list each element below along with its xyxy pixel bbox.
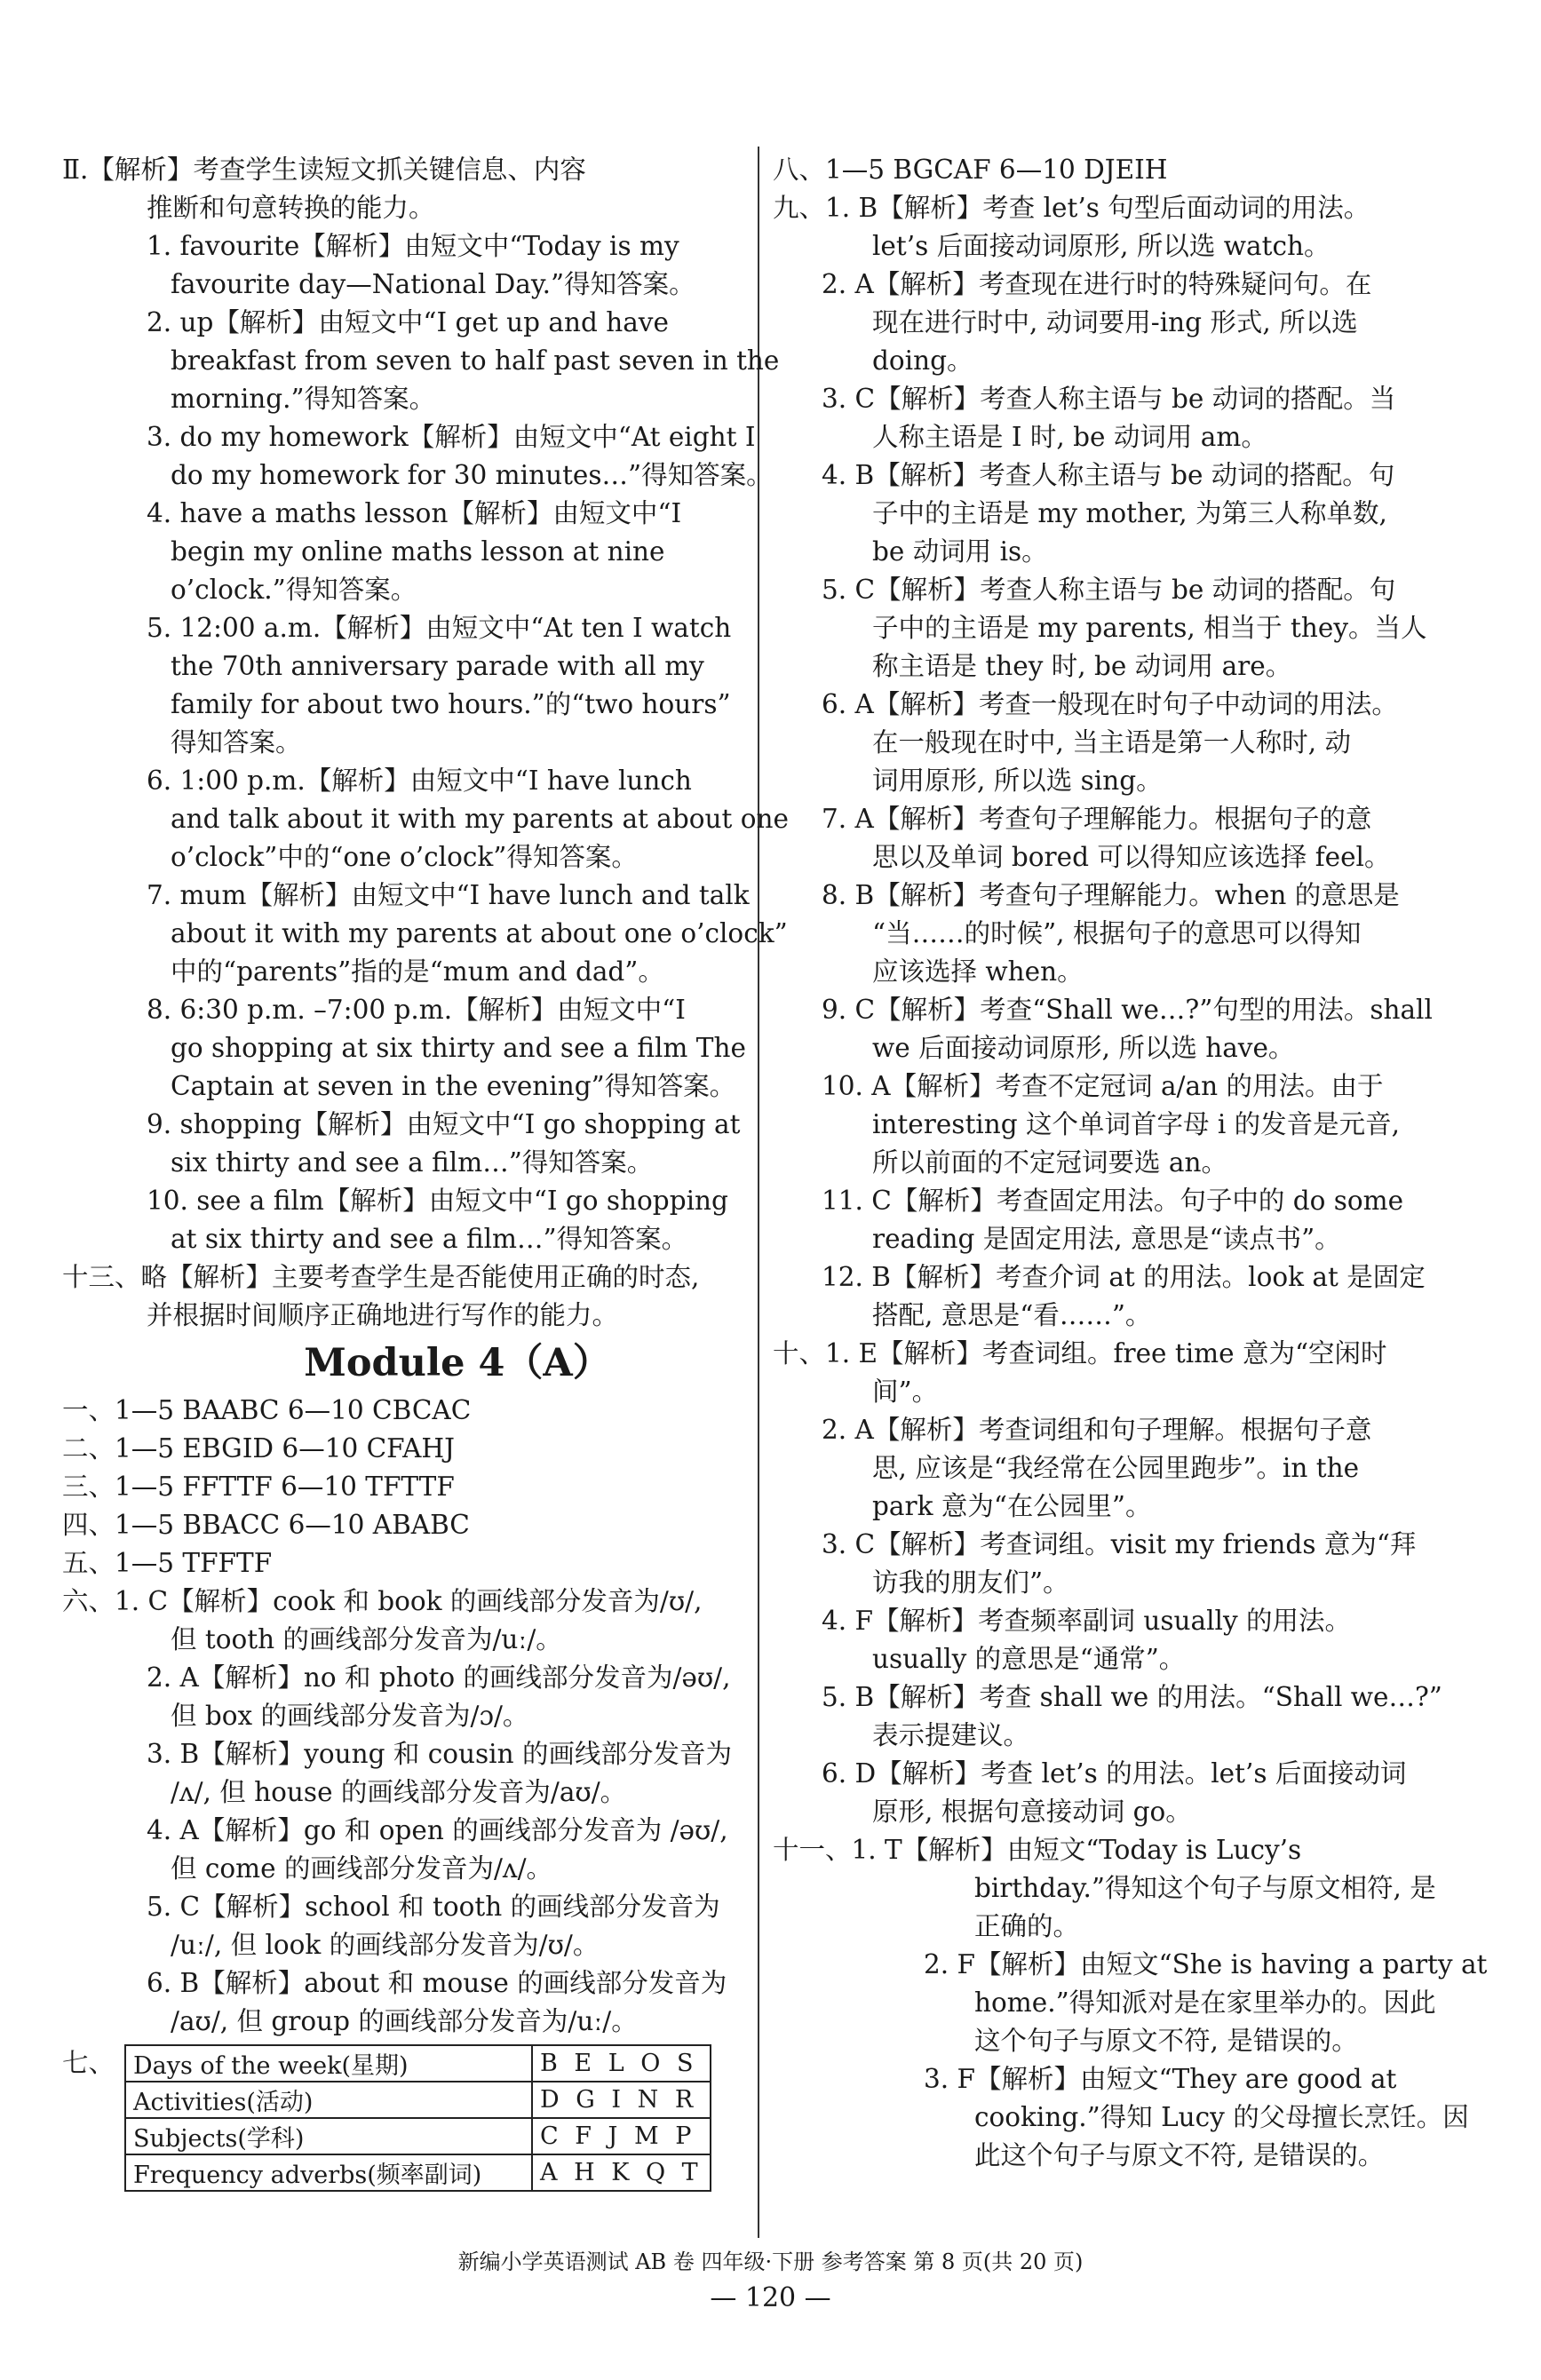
table-cell: Activities(活动) [125,2082,532,2118]
answer-line: 应该选择 when。 [872,956,1084,987]
answer-line: 6. D【解析】考查 let’s 的用法。let’s 后面接动词 [822,1758,1407,1789]
answer-line: go shopping at six thirty and see a film The [171,1033,746,1063]
answer-line: park 意为“在公园里”。 [872,1491,1152,1521]
answer-line: 2. up【解析】由短文中“I get up and have [147,307,669,337]
answer-line: 1. favourite【解析】由短文中“Today is my [147,231,679,261]
answer-line: 正确的。 [974,1911,1080,1941]
answer-line: 四、1—5 BBACC 6—10 ABABC [62,1510,470,1540]
answer-line: 2. A【解析】no 和 photo 的画线部分发音为/əʊ/, [147,1662,731,1693]
table-cell: Days of the week(星期) [125,2045,532,2082]
answer-line: 2. A【解析】考查现在进行时的特殊疑问句。在 [822,269,1372,299]
table-cell: A H K Q T [532,2154,711,2191]
answer-line: 2. F【解析】由短文“She is having a party at [924,1949,1488,1979]
answer-line: six thirty and see a film…”得知答案。 [171,1147,654,1178]
answer-line: 8. B【解析】考查句子理解能力。when 的意思是 [822,880,1400,910]
answer-line: 间”。 [872,1376,939,1407]
answer-line: 得知答案。 [171,727,302,758]
answer-line: home.”得知派对是在家里举办的。因此 [974,1987,1436,2018]
answer-line: 但 come 的画线部分发音为/ʌ/。 [171,1853,553,1884]
answer-line: 3. F【解析】由短文“They are good at [924,2064,1397,2094]
answer-line: usually 的意思是“通常”。 [872,1644,1186,1674]
answer-line: 4. have a maths lesson【解析】由短文中“I [147,498,682,528]
answer-line: 此这个句子与原文不符, 是错误的。 [974,2140,1385,2170]
table-cell: Subjects(学科) [125,2118,532,2154]
answer-line: 九、1. B【解析】考查 let’s 句型后面动词的用法。 [773,193,1370,223]
answer-line: 4. B【解析】考查人称主语与 be 动词的搭配。句 [822,460,1395,490]
footer-book-info: 新编小学英语测试 AB 卷 四年级·下册 参考答案 第 8 页(共 20 页) [457,2249,1084,2274]
answer-line: 6. 1:00 p.m.【解析】由短文中“I have lunch [147,766,692,796]
answer-line: 十、1. E【解析】考查词组。free time 意为“空闲时 [773,1338,1387,1368]
answer-line: let’s 后面接动词原形, 所以选 watch。 [872,231,1331,261]
answer-line: 十一、1. T【解析】由短文“Today is Lucy’s [773,1835,1302,1865]
answer-line: 8. 6:30 p.m. –7:00 p.m.【解析】由短文中“I [147,995,686,1025]
answer-line: the 70th anniversary parade with all my [171,651,704,681]
answer-line: 11. C【解析】考查固定用法。句子中的 do some [822,1186,1404,1216]
answer-line: 访我的朋友们”。 [872,1567,1069,1598]
answer-line: 5. C【解析】考查人称主语与 be 动词的搭配。句 [822,575,1396,605]
answer-line: 搭配, 意思是“看……”。 [872,1300,1152,1330]
answer-line: o’clock”中的“one o’clock”得知答案。 [171,842,638,872]
answer-line: 人称主语是 I 时, be 动词用 am。 [872,422,1267,452]
answer-line: 3. C【解析】考查人称主语与 be 动词的搭配。当 [822,384,1396,414]
vocabulary-table-section [62,2044,746,2192]
answer-line: breakfast from seven to half past seven in the [171,345,780,376]
answer-line: 3. do my homework【解析】由短文中“At eight I [147,422,756,452]
answer-line: be 动词用 is。 [872,536,1048,567]
answer-line: 思以及单词 bored 可以得知应该选择 feel。 [872,842,1391,872]
answer-line: 三、1—5 FFTTF 6—10 TFTTF [62,1472,455,1502]
answer-line: favourite day—National Day.”得知答案。 [171,269,695,299]
answer-line: 4. A【解析】go 和 open 的画线部分发音为 /əʊ/, [147,1815,728,1845]
answer-line: 思, 应该是“我经常在公园里跑步”。in the [872,1453,1360,1483]
answer-line: 10. see a film【解析】由短文中“I go shopping [147,1186,728,1216]
answer-line: 六、1. C【解析】cook 和 book 的画线部分发音为/ʊ/, [62,1586,703,1616]
page-number: — 120 — [710,2282,831,2313]
answer-line: Ⅱ.【解析】考查学生读短文抓关键信息、内容 [62,155,586,185]
answer-line: /uː/, 但 look 的画线部分发音为/ʊ/。 [171,1930,600,1960]
answer-line: /aʊ/, 但 group 的画线部分发音为/uː/。 [171,2006,638,2036]
answer-line: 五、1—5 TFFTF [62,1548,273,1578]
table-cell: Frequency adverbs(频率副词) [125,2154,532,2191]
answer-line: 一、1—5 BAABC 6—10 CBCAC [62,1395,472,1425]
answer-line: 但 tooth 的画线部分发音为/uː/。 [171,1624,562,1654]
answer-line: family for about two hours.”的“two hours” [171,689,731,719]
answer-line: 9. C【解析】考查“Shall we…?”句型的用法。shall [822,995,1433,1025]
answer-line: 现在进行时中, 动词要用-ing 形式, 所以选 [872,307,1358,337]
answer-line: at six thirty and see a film…”得知答案。 [171,1224,688,1254]
table-row [125,2118,711,2154]
answer-line: 9. shopping【解析】由短文中“I go shopping at [147,1109,741,1139]
answer-line: 在一般现在时中, 当主语是第一人称时, 动 [872,727,1352,758]
answer-line: about it with my parents at about one o’clock” [171,918,788,948]
answer-line: 10. A【解析】考查不定冠词 a/an 的用法。由于 [822,1071,1384,1101]
left-column [62,151,789,2192]
answer-line: 7. mum【解析】由短文中“I have lunch and talk [147,880,750,910]
table-row [125,2082,711,2118]
answer-line: 6. B【解析】about 和 mouse 的画线部分发音为 [147,1968,727,1998]
answer-line: begin my online maths lesson at nine [171,536,665,567]
answer-line: 这个句子与原文不符, 是错误的。 [974,2026,1358,2056]
answer-line: 中的“parents”指的是“mum and dad”。 [171,956,664,987]
table-cell: C F J M P [532,2118,711,2154]
answer-line: 词用原形, 所以选 sing。 [872,766,1163,796]
answer-line: 5. C【解析】school 和 tooth 的画线部分发音为 [147,1892,720,1922]
answer-line: 子中的主语是 my parents, 相当于 they。当人 [872,613,1427,643]
vocabulary-table [124,2044,711,2192]
answer-line: interesting 这个单词首字母 i 的发音是元音, [872,1109,1401,1139]
table-row [125,2154,711,2191]
answer-line: 表示提建议。 [872,1720,1030,1750]
answer-line: 称主语是 they 时, be 动词用 are。 [872,651,1292,681]
answer-line: 3. B【解析】young 和 cousin 的画线部分发音为 [147,1739,732,1769]
answer-line: o’clock.”得知答案。 [171,575,417,605]
answer-line: doing。 [872,345,973,376]
table-cell: D G I N R [532,2082,711,2118]
answer-line: 3. C【解析】考查词组。visit my friends 意为“拜 [822,1529,1417,1559]
answer-line: 2. A【解析】考查词组和句子理解。根据句子意 [822,1415,1372,1445]
answer-line: we 后面接动词原形, 所以选 have。 [872,1033,1295,1063]
answer-line: 7. A【解析】考查句子理解能力。根据句子的意 [822,804,1372,834]
module-heading: Module 4（A） [304,1341,611,1385]
answer-line: reading 是固定用法, 意思是“读点书”。 [872,1224,1341,1254]
answer-line: 6. A【解析】考查一般现在时句子中动词的用法。 [822,689,1398,719]
answer-line: 所以前面的不定冠词要选 an。 [872,1147,1227,1178]
answer-line: 八、1—5 BGCAF 6—10 DJEIH [773,155,1168,185]
answer-line: 原形, 根据句意接动词 go。 [872,1797,1192,1827]
answer-line: /ʌ/, 但 house 的画线部分发音为/aʊ/。 [171,1777,627,1807]
answer-line: 十三、略【解析】主要考查学生是否能使用正确的时态, [62,1262,700,1292]
table-cell: B E L O S [532,2045,711,2082]
answer-line: morning.”得知答案。 [171,384,436,414]
table-row [125,2045,711,2082]
answer-line: do my homework for 30 minutes…”得知答案。 [171,460,773,490]
right-column [773,151,1488,2175]
answer-line: cooking.”得知 Lucy 的父母擅长烹饪。因 [974,2102,1469,2132]
answer-line: 4. F【解析】考查频率副词 usually 的用法。 [822,1606,1352,1636]
answer-line: 子中的主语是 my mother, 为第三人称单数, [872,498,1387,528]
answer-line: and talk about it with my parents at about one [171,804,789,834]
answer-line: 12. B【解析】考查介词 at 的用法。look at 是固定 [822,1262,1426,1292]
answer-line: Captain at seven in the evening”得知答案。 [171,1071,736,1101]
answer-line: 5. 12:00 a.m.【解析】由短文中“At ten I watch [147,613,732,643]
answer-line: 二、1—5 EBGID 6—10 CFAHJ [62,1433,455,1464]
answer-line: 但 box 的画线部分发音为/ɔ/。 [171,1701,529,1731]
table-label: 七、 [62,2048,115,2078]
answer-line: birthday.”得知这个句子与原文相符, 是 [974,1873,1436,1903]
answer-line: 并根据时间顺序正确地进行写作的能力。 [147,1300,619,1330]
answer-line: 推断和句意转换的能力。 [147,193,435,223]
answer-line: “当……的时候”, 根据句子的意思可以得知 [872,918,1362,948]
answer-line: 5. B【解析】考查 shall we 的用法。“Shall we…?” [822,1682,1442,1712]
